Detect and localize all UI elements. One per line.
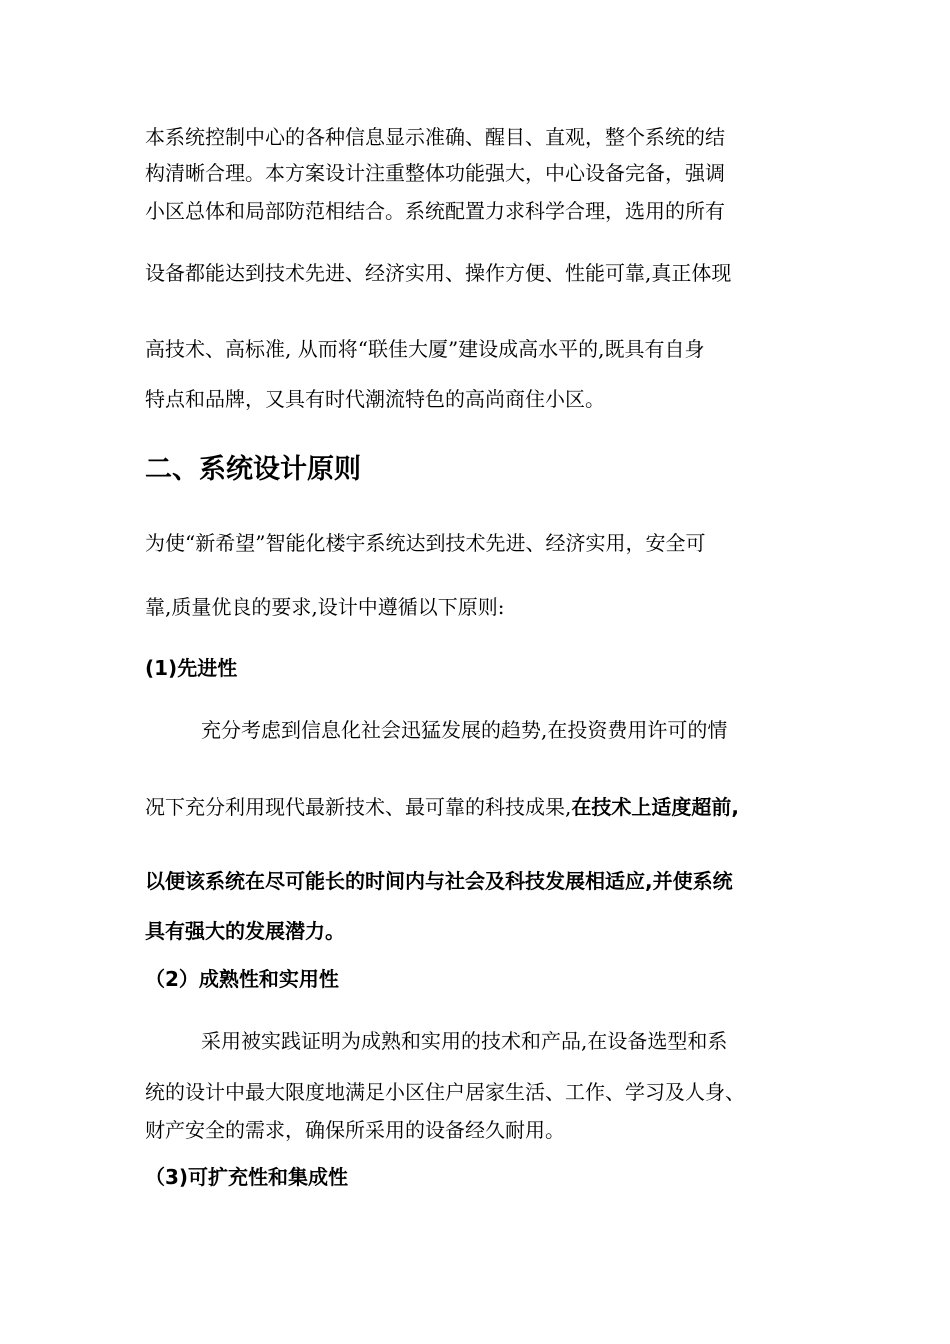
intro-line-4: 设备都能达到技术先进、经济实用、操作方便、性能可靠,真正体现 — [145, 261, 732, 285]
advanced-line-3: 以便该系统在尽可能长的时间内与社会及科技发展相适应,并使系统 — [145, 869, 733, 893]
intro-line-2: 构清晰合理。本方案设计注重整体功能强大，中心设备完备，强调 — [145, 161, 725, 185]
intro-line-1: 本系统控制中心的各种信息显示准确、醒目、直观，整个系统的结 — [145, 125, 725, 149]
intro-line-6: 特点和品牌，又具有时代潮流特色的高尚商住小区。 — [145, 387, 605, 411]
intro-line-3: 小区总体和局部防范相结合。系统配置力求科学合理，选用的所有 — [145, 199, 725, 223]
subheading-scalability: （3)可扩充性和集成性 — [145, 1165, 349, 1189]
subheading-advanced: (1)先进性 — [145, 656, 238, 680]
advanced-line-2-text: 况下充分利用现代最新技术、最可靠的科技成果, — [145, 795, 572, 819]
advanced-line-2 — [145, 797, 739, 817]
principles-intro-line-1: 为使“新希望”智能化楼宇系统达到技术先进、经济实用，安全可 — [145, 531, 706, 555]
subheading-maturity: （2）成熟性和实用性 — [145, 967, 339, 991]
advanced-line-4: 具有强大的发展潜力。 — [145, 919, 345, 943]
maturity-line-3: 财产安全的需求，确保所采用的设备经久耐用。 — [145, 1118, 565, 1142]
advanced-line-2-emphasis: 在技术上适度超前, — [571, 795, 739, 819]
intro-line-5: 高技术、高标准, 从而将“联佳大厦”建设成高水平的,既具有自身 — [145, 337, 705, 361]
section-heading: 二、系统设计原则 — [145, 454, 361, 485]
advanced-line-1: 充分考虑到信息化社会迅猛发展的趋势,在投资费用许可的情 — [201, 718, 728, 742]
maturity-line-2: 统的设计中最大限度地满足小区住户居家生活、工作、学习及人身、 — [145, 1080, 745, 1104]
maturity-line-1: 采用被实践证明为成熟和实用的技术和产品,在设备选型和系 — [201, 1029, 728, 1053]
principles-intro-line-2: 靠,质量优良的要求,设计中遵循以下原则: — [145, 595, 505, 619]
